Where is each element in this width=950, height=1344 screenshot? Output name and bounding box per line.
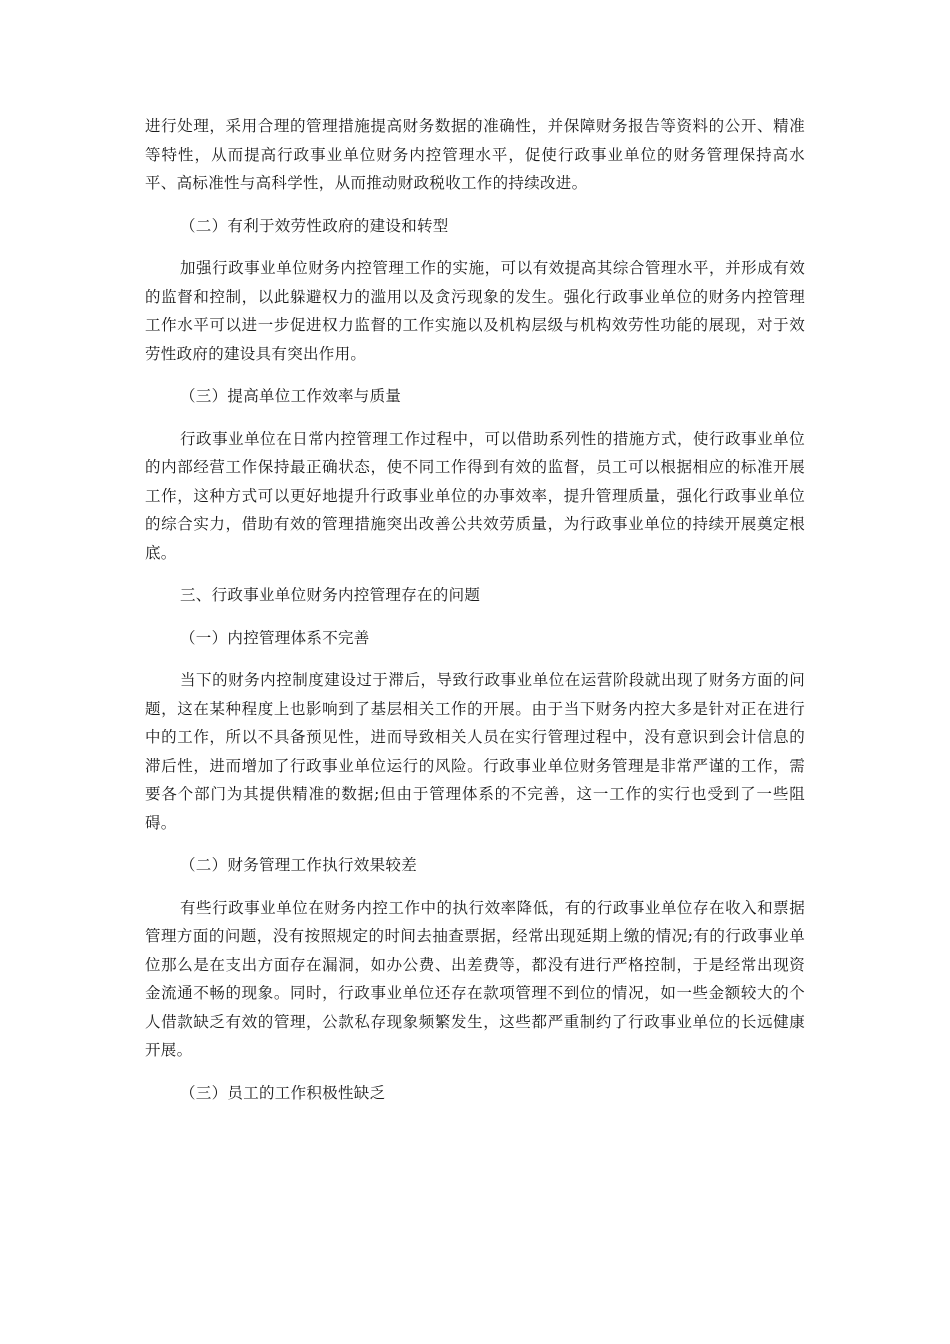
paragraph: 加强行政事业单位财务内控管理工作的实施，可以有效提高其综合管理水平，并形成有效的监督和控制，以此躲避权力的滥用以及贪污现象的发生。强化行政事业单位的财务内控管理工作水平可以进一步促进权力监督的工作实施以及机构层级与机构效劳性功能的展现，对于效劳性政府的建设具有突出作用。 bbox=[145, 259, 805, 363]
section-heading: （三）员工的工作积极性缺乏 bbox=[180, 1083, 386, 1102]
paragraph-continued: 进行处理，采用合理的管理措施提高财务数据的准确性，并保障财务报告等资料的公开、精准等特性，从而提高行政事业单位财务内控管理水平，促使行政事业单位的财务管理保持高水平、高标准性与高科学性，从而推动财政税收工作的持续改进。 bbox=[145, 117, 805, 192]
section-heading: （三）提高单位工作效率与质量 bbox=[180, 387, 402, 405]
paragraph: 行政事业单位在日常内控管理工作过程中，可以借助系列性的措施方式，使行政事业单位的内部经营工作保持最正确状态，使不同工作得到有效的监督，员工可以根据相应的标准开展工作，这种方式可以更好地提升行政事业单位的办事效率，提升管理质量，强化行政事业单位的综合实力，借助有效的管理措施突出改善公共效劳质量，为行政事业单位的持续开展奠定根底。 bbox=[145, 429, 805, 562]
section-heading: （二）财务管理工作执行效果较差 bbox=[180, 856, 418, 874]
section-heading: （二）有利于效劳性政府的建设和转型 bbox=[180, 216, 449, 235]
chapter-heading: 三、行政事业单位财务内控管理存在的问题 bbox=[180, 586, 481, 604]
paragraph: 当下的财务内控制度建设过于滞后，导致行政事业单位在运营阶段就出现了财务方面的问题，这在某种程度上也影响到了基层相关工作的开展。由于当下财务内控大多是针对正在进行中的工作，所以不具备预见性，进而导致相关人员在实行管理过程中，没有意识到会计信息的滞后性，进而增加了行政事业单位运行的风险。行政事业单位财务管理是非常严谨的工作，需要各个部门为其提供精准的数据;但由于管理体系的不完善，这一工作的实行也受到了一些阻碍。 bbox=[145, 671, 805, 832]
document-body bbox=[145, 112, 805, 1121]
section-heading: （一）内控管理体系不完善 bbox=[180, 628, 370, 647]
paragraph: 有些行政事业单位在财务内控工作中的执行效率降低，有的行政事业单位存在收入和票据管理方面的问题，没有按照规定的时间去抽查票据，经常出现延期上缴的情况;有的行政事业单位那么是在支出方面存在漏洞，如办公费、出差费等，都没有进行严格控制，于是经常出现资金流通不畅的现象。同时，行政事业单位还存在款项管理不到位的情况，如一些金额较大的个人借款缺乏有效的管理，公款私存现象频繁发生，这些都严重制约了行政事业单位的长远健康开展。 bbox=[145, 898, 805, 1059]
